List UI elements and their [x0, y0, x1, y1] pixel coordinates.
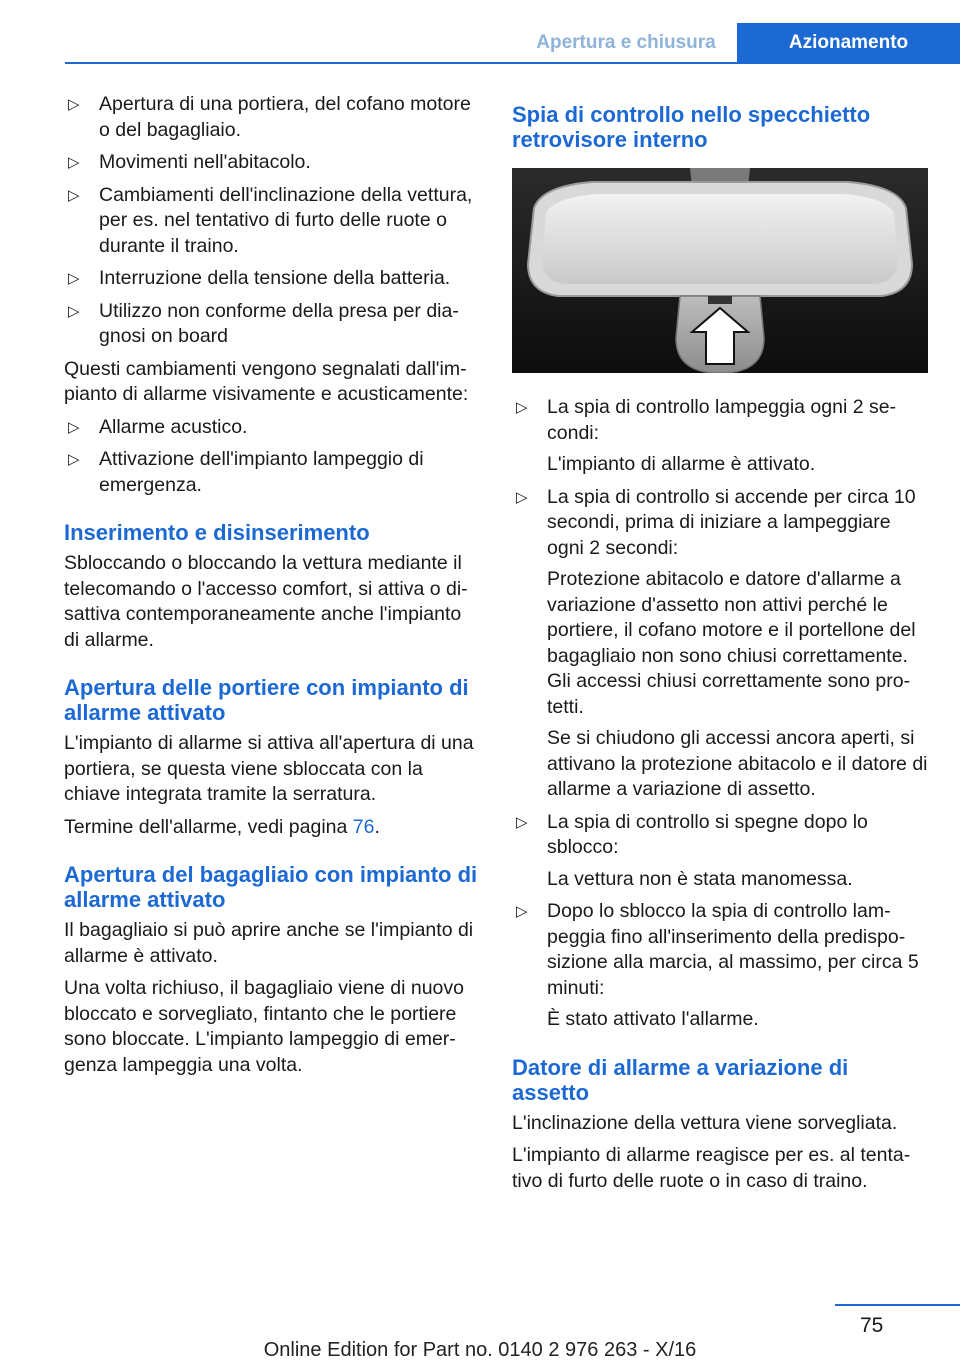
footer-rule — [835, 1304, 960, 1306]
triangle-right-icon: ▷ — [68, 96, 80, 113]
list-item: ▷ Movimenti nell'abitacolo. — [64, 150, 480, 176]
page-number: 75 — [860, 1314, 884, 1337]
paragraph: Questi cambiamenti vengono segnalati dall'im-pianto di allarme visivamente e acusticamente: — [64, 357, 469, 405]
triangle-right-icon: ▷ — [516, 488, 528, 506]
header-section-label: Apertura e chiusura — [536, 32, 716, 53]
list-item-detail: È stato attivato l'allarme. — [547, 1008, 759, 1030]
list-item: ▷ Dopo lo sblocco la spia di controllo lam-peggia fino all'inserimento della predispo-sizione alla marcia, al massimo, per circa 5 minuti: È stato attivato l'allarme. — [512, 899, 928, 1033]
paragraph: L'impianto di allarme reagisce per es. al tenta-tivo di furto delle ruote o in caso di traino. — [512, 1144, 911, 1192]
section-heading: Datore di allarme a variazione di assetto — [512, 1054, 849, 1105]
list-item: ▷ La spia di controllo si spegne dopo lo sblocco: La vettura non è stata manomessa. — [512, 810, 928, 893]
triangle-right-icon: ▷ — [68, 186, 80, 204]
list-item: ▷ Interruzione della tensione della batteria. — [64, 266, 480, 292]
paragraph: L'inclinazione della vettura viene sorvegliata. — [512, 1111, 898, 1134]
section-heading: Inserimento e disinserimento — [64, 520, 370, 545]
list-item: ▷ Apertura di una portiera, del cofano motore o del bagagliaio. — [68, 93, 471, 141]
list-item-detail: Se si chiudono gli accessi ancora aperti, si attivano la protezione abitacolo e il datore di allarme a variazione di assetto. — [547, 727, 928, 800]
triangle-right-icon: ▷ — [516, 399, 528, 416]
triangle-right-icon: ▷ — [516, 813, 528, 831]
triangle-right-icon: ▷ — [68, 154, 80, 171]
list-item: ▷ Allarme acustico. — [64, 415, 480, 441]
list-item: ▷ Attivazione dell'impianto lampeggio di emergenza. — [68, 448, 424, 496]
section-heading: Spia di controllo nello specchietto retrovisore interno — [512, 102, 871, 152]
paragraph: Una volta richiuso, il bagagliaio viene di nuovo bloccato e sorvegliato, fintanto che le portiere sono bloccate. L'impianto lampeggio di emer-genza lampeggia una volta. — [64, 977, 464, 1076]
paragraph: Il bagagliaio si può aprire anche se l'impianto di allarme è attivato. — [64, 919, 474, 967]
page-reference-link[interactable]: 76 — [352, 815, 375, 838]
paragraph: Termine dell'allarme, vedi pagina 76. — [64, 815, 380, 838]
triangle-right-icon: ▷ — [516, 903, 528, 920]
rearview-mirror-illustration — [512, 168, 928, 373]
header-rule — [65, 62, 960, 64]
right-column — [512, 92, 928, 1201]
triangle-right-icon: ▷ — [68, 451, 80, 468]
paragraph: Sbloccando o bloccando la vettura mediante il telecomando o l'accesso comfort, si attiva o di-sattiva contemporaneamente anche l'impianto di allarme. — [64, 552, 468, 651]
section-heading: Apertura delle portiere con impianto di allarme attivato — [64, 675, 469, 725]
header-chapter-label: Azionamento — [788, 32, 909, 53]
list-item: ▷ La spia di controllo lampeggia ogni 2 se-condi: L'impianto di allarme è attivato. — [512, 395, 928, 478]
edition-note: Online Edition for Part no. 0140 2 976 263 - X/16 — [263, 1339, 697, 1361]
paragraph: L'impianto di allarme si attiva all'apertura di una portiera, se questa viene sbloccata con la chiave integrata tramite la serratura. — [64, 732, 474, 805]
header-chapter-tab — [737, 23, 960, 63]
left-column — [64, 92, 480, 1085]
list-item-detail: La vettura non è stata manomessa. — [547, 867, 853, 890]
list-item: ▷ La spia di controllo si accende per circa 10 secondi, prima di iniziare a lampeggiare ogni 2 secondi: Protezione abitacolo e datore d'allarme a variazione d'assetto non attivi perché le portiere, il cofano motore e il portellone del bagagliaio non sono chiusi correttamente. Gli accessi chiusi correttamente sono pro-tetti. Se si chiudono gli accessi ancora aperti, si attivano la protezione abitacolo e il datore di allarme a variazione di assetto. — [512, 485, 928, 803]
triangle-right-icon: ▷ — [68, 302, 80, 320]
triangle-right-icon: ▷ — [68, 418, 80, 436]
header-section-tab — [515, 23, 737, 63]
section-heading: Apertura del bagagliaio con impianto di allarme attivato — [64, 862, 478, 912]
list-item-detail: Protezione abitacolo e datore d'allarme a variazione d'assetto non attivi perché le portiere, il cofano motore e il portellone del bagagliaio non sono chiusi correttamente. Gli accessi chiusi correttamente sono pro-tetti. — [547, 568, 916, 718]
list-item: ▷ Cambiamenti dell'inclinazione della vettura, per es. nel tentativo di furto delle ruote o durante il traino. — [68, 183, 473, 257]
list-item: ▷ Utilizzo non conforme della presa per dia-gnosi on board — [68, 299, 459, 347]
list-item-detail: L'impianto di allarme è attivato. — [547, 453, 816, 475]
triangle-right-icon: ▷ — [68, 270, 80, 287]
